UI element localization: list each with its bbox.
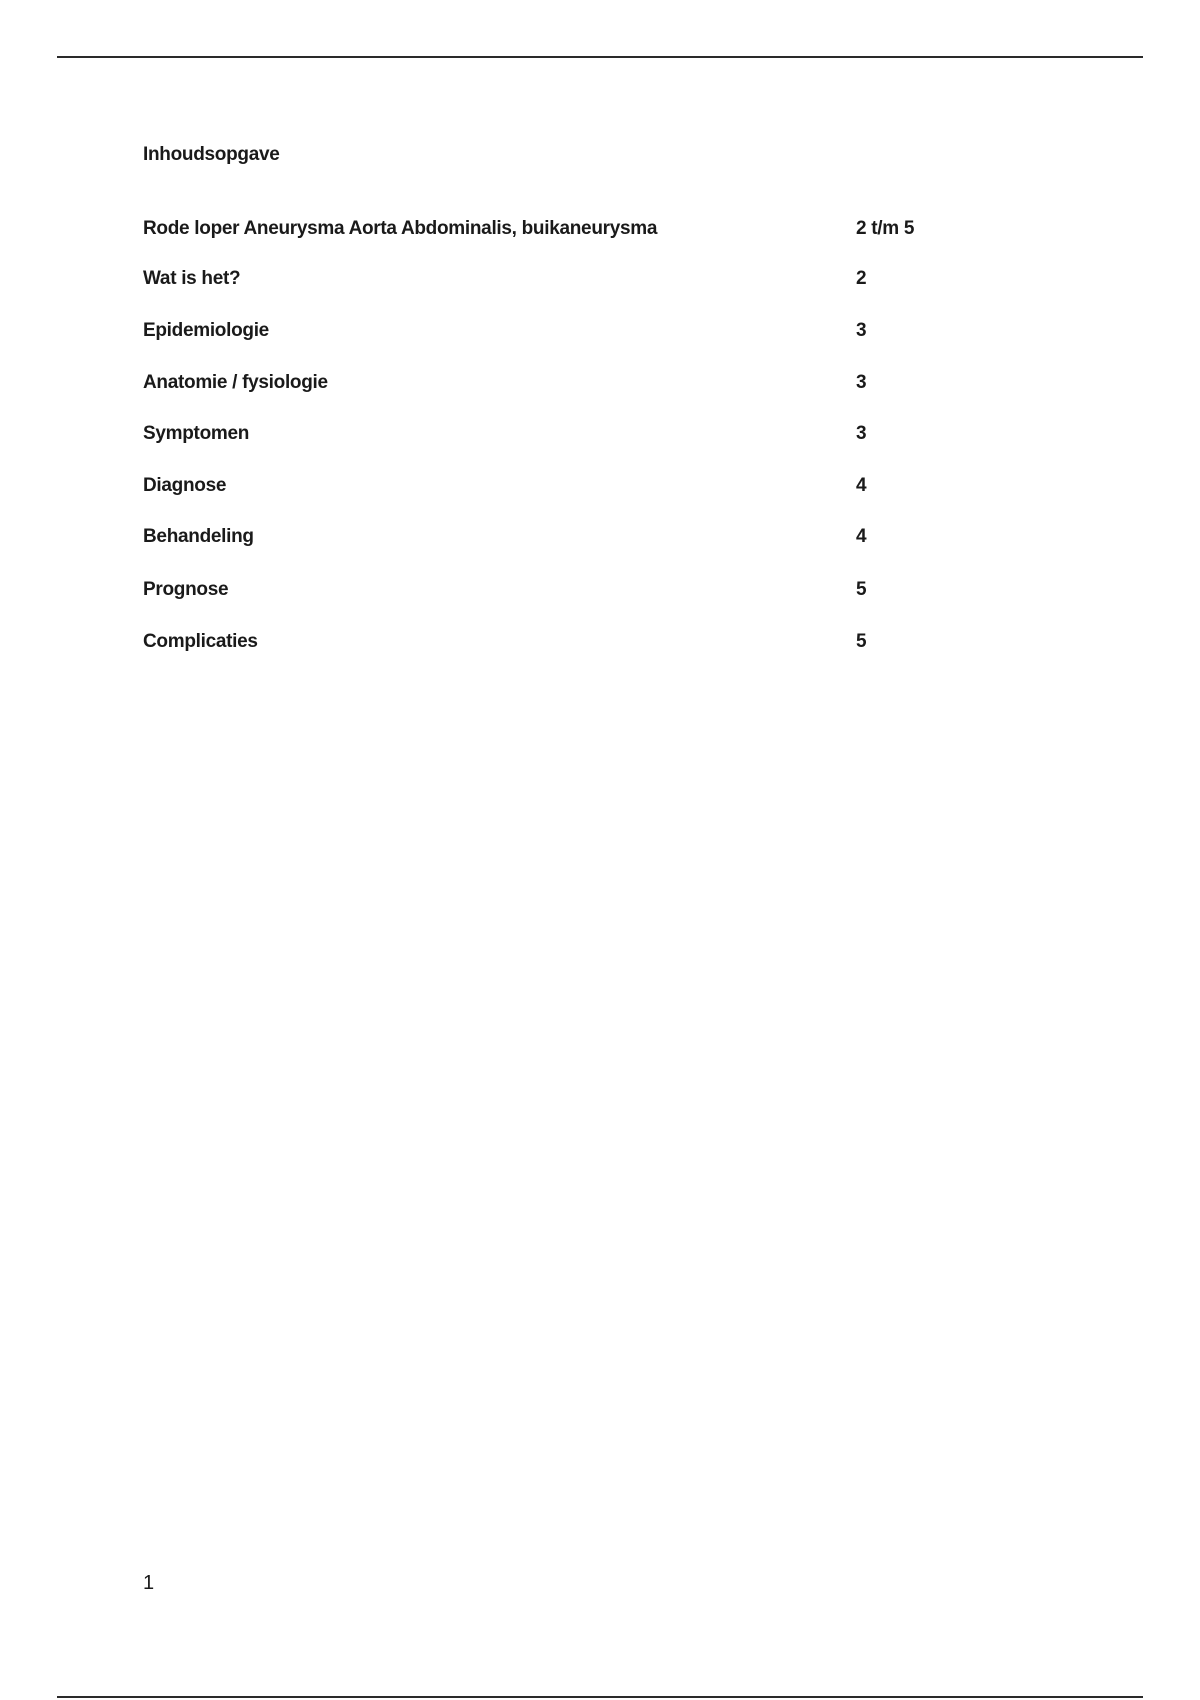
toc-entry-page: 3 — [856, 320, 867, 341]
toc-entry-page: 2 t/m 5 — [856, 218, 915, 239]
toc-entry-page: 5 — [856, 631, 867, 652]
toc-entry-page: 4 — [856, 475, 867, 496]
toc-entry — [143, 423, 1043, 453]
toc-entry-label: Rode loper Aneurysma Aorta Abdominalis, buikaneurysma — [143, 218, 658, 239]
toc-entry — [143, 631, 1043, 661]
toc-heading: Inhoudsopgave — [143, 144, 280, 165]
toc-entry-label: Symptomen — [143, 423, 250, 444]
toc-entry — [143, 372, 1043, 402]
toc-entry-label: Anatomie / fysiologie — [143, 372, 328, 393]
toc-entry — [143, 320, 1043, 350]
toc-entry-label: Prognose — [143, 579, 229, 600]
toc-entry — [143, 579, 1043, 609]
page-number: 1 — [143, 1572, 155, 1594]
footer-rule — [57, 1696, 1143, 1698]
toc-entry — [143, 475, 1043, 505]
toc-entry-page: 3 — [856, 423, 867, 444]
toc-entry-page: 5 — [856, 579, 867, 600]
toc-entry-page: 2 — [856, 268, 867, 289]
toc-entry — [143, 268, 1043, 298]
toc-entry-label: Behandeling — [143, 526, 254, 547]
toc-entry-label: Wat is het? — [143, 268, 241, 289]
toc-entry-label: Complicaties — [143, 631, 258, 652]
toc-entry — [143, 526, 1043, 556]
toc-entry-label: Epidemiologie — [143, 320, 269, 341]
toc-entry-label: Diagnose — [143, 475, 227, 496]
toc-entry-page: 4 — [856, 526, 867, 547]
toc-entry — [143, 218, 1043, 248]
header-rule — [57, 56, 1143, 58]
toc-entry-page: 3 — [856, 372, 867, 393]
